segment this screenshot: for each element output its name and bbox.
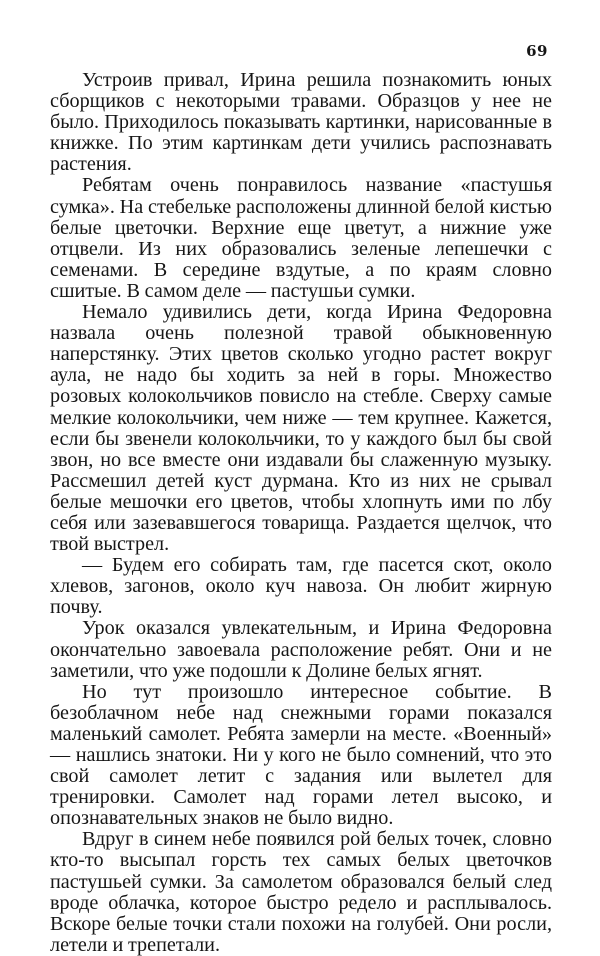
paragraph-1: Устроив привал, Ирина решила познакомить юных сборщиков с некоторыми травами. Образцов у нее не было. Приходилось показывать картинки, нарисованные в книжке. По этим картинкам дети учились распознавать растения. xyxy=(50,69,552,176)
paragraph-6: Но тут произошло интересное событие. В безоблачном небе над снежными горами показался маленький самолет. Ребята замерли на месте. «Военный» — нашлись знатоки. Ни у кого не было сомнений, что это свой самолет летит с задания или вылетел для тренировки. Самолет над горами летел высоко, и опознавательных знаков не было видно. xyxy=(50,680,552,830)
paragraph-2: Ребятам очень понравилось название «пастушья сумка». На стебельке расположены длинной белой кистью белые цветочки. Верхние еще цветут, а нижние уже отцвели. Из них образовались зеленые лепешечки с семенами. В середине вздутые, а по краям словно сшитые. В самом деле — пастушьи сумки. xyxy=(50,174,552,302)
paragraph-7: Вдруг в синем небе появился рой белых точек, словно кто-то высыпал горсть тех самых белых цветочков пастушьей сумки. За самолетом образовался белый след вроде облачка, которое быстро редело и расплывалось. Вскоре белые точки стали похожи на голубей. Они росли, летели и трепетали. xyxy=(50,828,552,956)
body-text xyxy=(50,70,552,956)
paragraph-3: Немало удивились дети, когда Ирина Федоровна назвала очень полезной травой обыкновенную наперстянку. Этих цветов сколько угодно растет вокруг аула, не надо бы ходить за ней в горы. Множество розовых колокольчиков повисло на стебле. Сверху самые мелкие колокольчики, чем ниже — тем крупнее. Кажется, если бы звенели колокольчики, то у каждого был бы свой звон, но все вместе они издавали бы слаженную музыку. Рассмешил детей куст дурмана. Кто из них не срывал белые мешочки его цветов, чтобы хлопнуть ими по лбу себя или зазевавшегося товарища. Раздается щелчок, что твой выстрел. xyxy=(50,301,552,556)
paragraph-5: Урок оказался увлекательным, и Ирина Федоровна окончательно завоевала расположение ребят. Они и не заметили, что уже подошли к Долине белых ягнят. xyxy=(50,617,552,682)
paragraph-4-dialogue: — Будем его собирать там, где пасется скот, около хлевов, загонов, около куч навоза. Он любит жирную почву. xyxy=(50,554,552,619)
page-number: 69 xyxy=(526,42,548,60)
